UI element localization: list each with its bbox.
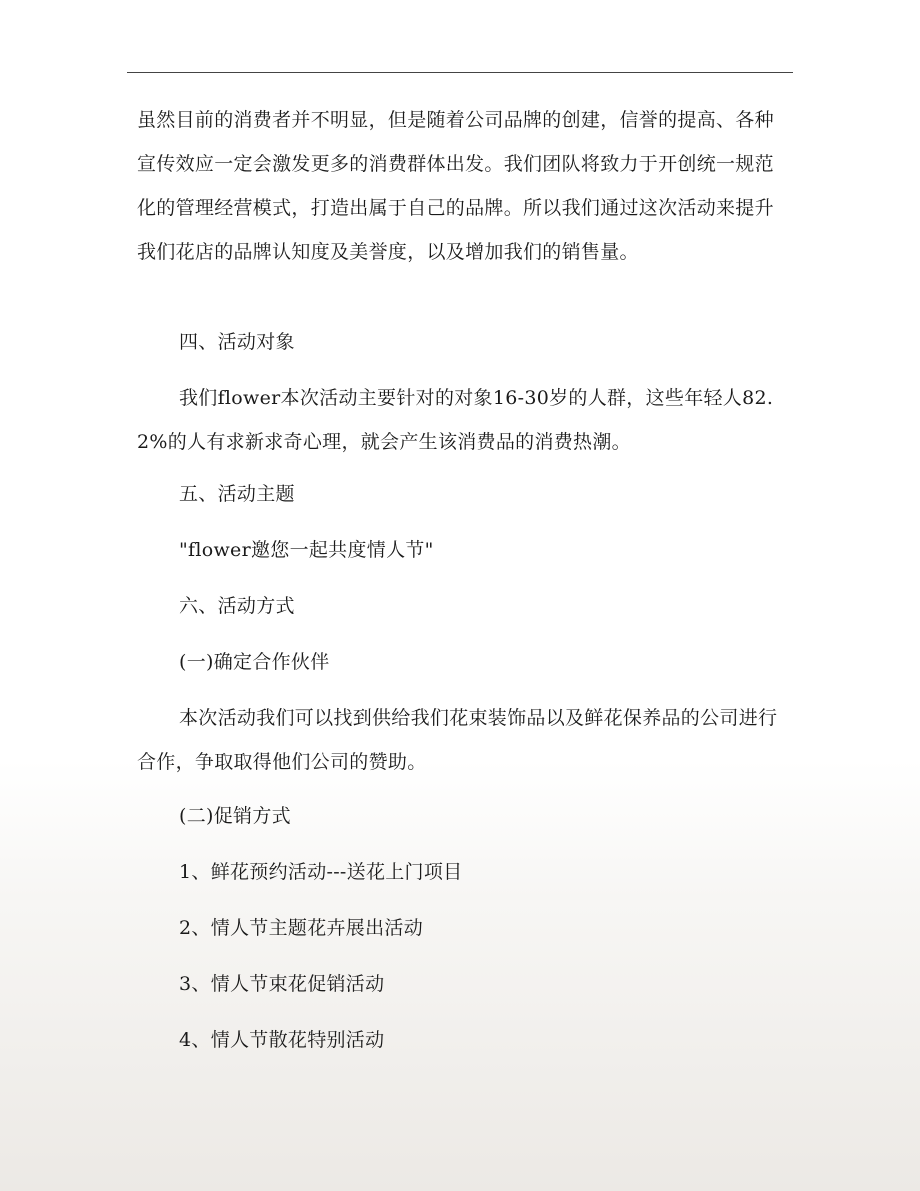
list-item-promotion-1: 1、鲜花预约活动---送花上门项目 — [179, 861, 463, 883]
list-item-promotion-3: 3、情人节束花促销活动 — [179, 973, 385, 995]
subheading-partners: (一)确定合作伙伴 — [179, 651, 330, 673]
header-rule — [127, 72, 793, 73]
list-item-promotion-2: 2、情人节主题花卉展出活动 — [179, 917, 423, 939]
section-heading-target: 四、活动对象 — [179, 331, 295, 353]
subheading-promotion: (二)促销方式 — [179, 805, 291, 827]
list-item-promotion-4: 4、情人节散花特别活动 — [179, 1029, 385, 1051]
theme-slogan: "flower邀您一起共度情人节" — [179, 539, 434, 561]
section-heading-method: 六、活动方式 — [179, 595, 295, 617]
paragraph-target: 我们flower本次活动主要针对的对象16-30岁的人群，这些年轻人82.2%的人有求新求奇心理，就会产生该消费品的消费热潮。 — [137, 387, 774, 453]
section-heading-theme: 五、活动主题 — [179, 483, 295, 505]
paragraph-partners: 本次活动我们可以找到供给我们花束装饰品以及鲜花保养品的公司进行合作，争取取得他们公司的赞助。 — [137, 707, 778, 773]
paragraph-brand: 虽然目前的消费者并不明显，但是随着公司品牌的创建，信誉的提高、各种宣传效应一定会激发更多的消费群体出发。我们团队将致力于开创统一规范化的管理经营模式，打造出属于自己的品牌。所以我们通过这次活动来提升我们花店的品牌认知度及美誉度，以及增加我们的销售量。 — [137, 109, 774, 263]
